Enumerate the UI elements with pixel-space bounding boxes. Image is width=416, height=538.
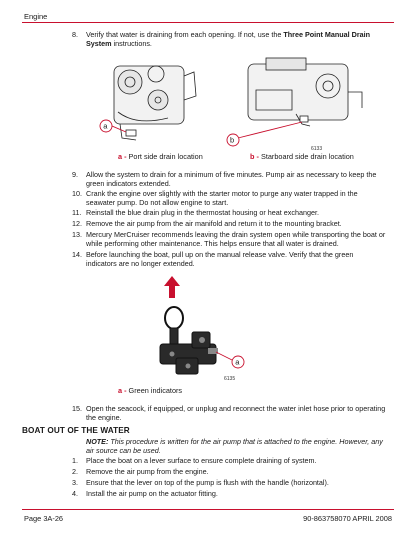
document-id: 90-863758070 APRIL 2008 — [303, 514, 392, 523]
step-text: Remove the air pump from the air manifold and return it to the mounting bracket. — [86, 219, 342, 228]
section-note — [86, 437, 386, 455]
section-heading: BOAT OUT OF THE WATER — [22, 426, 130, 435]
caption-letter: a - — [118, 152, 127, 161]
step-2 — [72, 467, 386, 476]
step-9 — [72, 170, 386, 188]
step-number: 14. — [72, 250, 82, 259]
step-4 — [72, 489, 386, 498]
step-text: Allow the system to drain for a minimum of five minutes. Pump air as necessary to keep the green indicators extended. — [86, 170, 377, 188]
step-number: 3. — [72, 478, 78, 487]
step-13 — [72, 230, 386, 248]
step-number: 8. — [72, 30, 78, 39]
step-12 — [72, 219, 386, 228]
step-1 — [72, 456, 386, 465]
step-15 — [72, 404, 386, 422]
step-text: Crank the engine over slightly with the starter motor to purge any water trapped in the seawater pump. Do not allow engine to start. — [86, 189, 358, 207]
step-3 — [72, 478, 386, 487]
figure-engine-drain-locations — [96, 52, 372, 152]
callout-a-letter: a — [235, 357, 240, 367]
note-text: This procedure is written for the air pump that is attached to the engine. However, any air source can be used. — [86, 437, 383, 455]
step-text: Before launching the boat, pull up on the manual release valve. Verify that the green indicators are no longer extended. — [86, 250, 354, 268]
caption-text: Starboard side drain location — [260, 152, 354, 161]
step-text: Place the boat on a lever surface to ensure complete draining of system. — [86, 456, 317, 465]
caption-starboard-drain — [250, 152, 354, 161]
figure-ref-number: 6135 — [224, 376, 236, 382]
step-text: Verify that water is draining from each opening. If not, use the — [86, 30, 284, 39]
step-10 — [72, 189, 386, 207]
step-number: 2. — [72, 467, 78, 476]
step-text-bold: Three Point Manual Drain System — [86, 30, 371, 48]
step-number: 15. — [72, 404, 82, 413]
running-header: Engine — [24, 12, 48, 21]
step-text: Remove the air pump from the engine. — [86, 467, 209, 476]
step-number: 11. — [72, 208, 82, 217]
step-number: 13. — [72, 230, 82, 239]
footer-rule — [22, 509, 394, 510]
step-text: Install the air pump on the actuator fitting. — [86, 489, 218, 498]
page-number: Page 3A-26 — [24, 514, 64, 523]
note-label: NOTE: — [86, 437, 109, 446]
step-11 — [72, 208, 386, 217]
step-number: 1. — [72, 456, 78, 465]
step-number: 9. — [72, 170, 78, 179]
figure-release-valve — [150, 274, 250, 386]
header-rule — [22, 22, 394, 23]
callout-a-letter: a — [103, 121, 108, 131]
caption-port-drain — [118, 152, 203, 161]
step-text-after: instructions. — [111, 39, 152, 48]
step-text: Mercury MerCruiser recommends leaving the drain system open while transporting the boat or while performing other maintenance. This helps ensure that all water is drained. — [86, 230, 386, 248]
caption-letter: b - — [250, 152, 259, 161]
caption-green-indicators — [118, 386, 182, 395]
step-number: 12. — [72, 219, 82, 228]
caption-letter: a - — [118, 386, 127, 395]
step-14 — [72, 250, 386, 268]
step-text: Reinstall the blue drain plug in the thermostat housing or heat exchanger. — [86, 208, 319, 217]
figure-ref-number: 6133 — [311, 146, 323, 152]
step-8 — [72, 30, 386, 48]
step-number: 4. — [72, 489, 78, 498]
caption-text: Green indicators — [128, 386, 183, 395]
step-number: 10. — [72, 189, 82, 198]
step-text: Ensure that the lever on top of the pump is flush with the handle (horizontal). — [86, 478, 329, 487]
caption-text: Port side drain location — [128, 152, 203, 161]
step-text: Open the seacock, if equipped, or unplug and reconnect the water inlet hose prior to operating the engine. — [86, 404, 386, 422]
pull-up-arrow — [164, 276, 180, 298]
callout-b-letter: b — [230, 135, 235, 145]
